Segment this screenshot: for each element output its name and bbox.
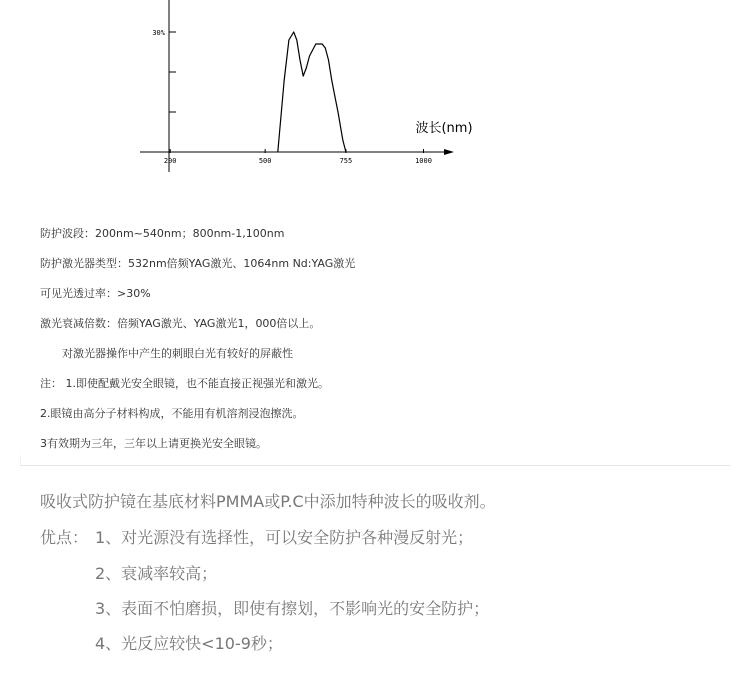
spec-attenuation: 激光衰减倍数：倍频YAG激光、YAG激光1，000倍以上。 xyxy=(40,317,321,330)
data-point xyxy=(306,68,307,69)
data-point xyxy=(338,112,339,113)
spec-visible-transmission: 可见光透过率：>30% xyxy=(40,287,151,300)
note-3: 3有效期为三年，三年以上请更换光安全眼镜。 xyxy=(40,437,267,450)
x-tick-label: 500 xyxy=(258,157,272,165)
data-point xyxy=(334,96,335,97)
data-point xyxy=(296,40,297,41)
x-tick-label: 1000 xyxy=(415,157,432,165)
data-point xyxy=(325,48,326,49)
data-point xyxy=(342,140,343,141)
transmission-chart xyxy=(140,0,500,180)
advantage-3: 3、表面不怕磨损，即使有擦划，不影响光的安全防护； xyxy=(95,599,490,618)
x-tick-label: 200 xyxy=(163,157,177,165)
spec-laser-types: 防护激光器类型：532nm倍频YAG激光、1064nm Nd:YAG激光 xyxy=(40,257,356,270)
advantage-2: 2、衰减率较高； xyxy=(95,564,218,583)
chart-series xyxy=(277,32,346,153)
data-point xyxy=(328,60,329,61)
data-point xyxy=(315,44,316,45)
section-corner xyxy=(20,455,31,465)
advantage-1: 1、对光源没有选择性，可以安全防护各种漫反射光； xyxy=(95,528,474,547)
x-axis-label: 波长(nm) xyxy=(415,121,473,136)
data-point xyxy=(309,56,310,57)
spec-protection-band: 防护波段：200nm~540nm；800nm-1,100nm xyxy=(40,227,285,240)
data-point xyxy=(284,80,285,81)
data-point xyxy=(300,60,301,61)
x-axis-arrow xyxy=(444,149,454,155)
data-point xyxy=(293,32,294,33)
data-point xyxy=(322,44,323,45)
section-divider xyxy=(20,465,730,466)
data-point xyxy=(277,152,278,153)
spec-white-light: 对激光器操作中产生的刺眼白光有较好的屏蔽性 xyxy=(62,347,293,360)
advantage-4: 4、光反应较快<10-9秒； xyxy=(95,634,283,653)
note-2: 2.眼镜由高分子材料构成，不能用有机溶剂浸泡擦洗。 xyxy=(40,407,304,420)
data-point xyxy=(345,152,346,153)
data-point xyxy=(331,80,332,81)
chart-axes xyxy=(140,0,454,172)
series-line xyxy=(278,32,346,152)
absorption-intro: 吸收式防护镜在基底材料PMMA或P.C中添加特种波长的吸收剂。 xyxy=(40,492,496,511)
note-1: 注： 1.即使配戴光安全眼镜，也不能直接正视强光和激光。 xyxy=(40,377,329,390)
x-tick-label: 755 xyxy=(339,157,353,165)
data-point xyxy=(288,40,289,41)
advantages-label: 优点： xyxy=(40,528,89,547)
data-point xyxy=(303,76,304,77)
y-tick-label: 30% xyxy=(152,29,165,37)
